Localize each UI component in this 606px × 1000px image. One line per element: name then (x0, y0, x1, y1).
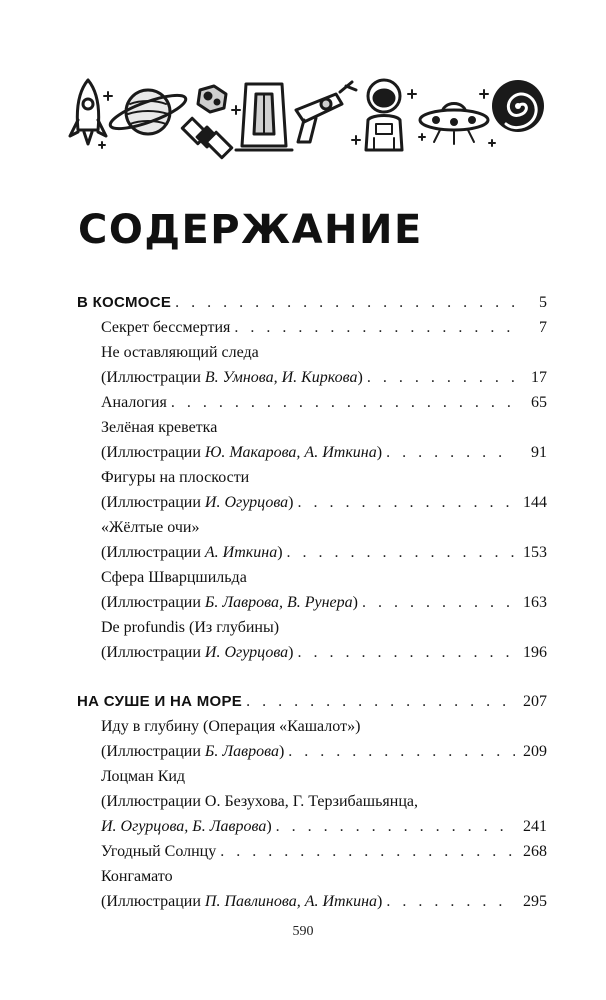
entry-last-line (101, 739, 547, 764)
entry-line: De profundis (Из глубины) (101, 619, 280, 636)
asteroid-icon (198, 86, 226, 112)
entry-line: Зелёная креветка (101, 419, 218, 436)
entry-text: (Иллюстрации (101, 369, 205, 386)
toc-section (77, 290, 547, 665)
entry-title (101, 490, 294, 515)
entry-last-line (101, 640, 547, 665)
entry-last-line (101, 440, 547, 465)
leader-dots (276, 814, 515, 839)
closing-paren: ) (266, 818, 272, 835)
entry-line: Сфера Шварцшильда (101, 569, 247, 586)
leader-dots (288, 739, 515, 764)
space-icons-strip (60, 70, 550, 160)
toc-entry[interactable] (101, 315, 547, 340)
section-title: НА СУШЕ И НА МОРЕ (77, 693, 243, 710)
entry-title (101, 814, 272, 839)
astronaut-icon (366, 80, 402, 150)
entry-page-number: 144 (523, 494, 547, 511)
ray-gun-icon (296, 82, 356, 142)
entry-line: Конгамато (101, 868, 173, 885)
toc-entry[interactable] (101, 465, 547, 515)
ufo-icon (420, 104, 488, 145)
entry-title (101, 739, 284, 764)
section-page-number: 207 (523, 693, 547, 710)
toc-entry[interactable] (101, 615, 547, 665)
entry-text: Аналогия (101, 394, 167, 411)
entry-text: (Иллюстрации (101, 644, 205, 661)
entry-text: (Иллюстрации (101, 893, 205, 910)
illustrator-names: И. Огурцова (204, 644, 289, 661)
toc-entry[interactable] (101, 340, 547, 390)
entry-page-number: 163 (523, 594, 547, 611)
entry-title (101, 365, 363, 390)
entry-text: (Иллюстрации (101, 743, 205, 760)
entry-line: Фигуры на плоскости (101, 469, 250, 486)
entry-line: Иду в глубину (Операция «Кашалот») (101, 718, 361, 735)
leader-dots (246, 689, 515, 714)
illustrator-names: Ю. Макарова, А. Иткина (204, 444, 377, 461)
leader-dots (287, 540, 515, 565)
toc-entry[interactable] (101, 714, 547, 764)
entry-title (101, 889, 382, 914)
leader-dots (298, 490, 516, 515)
leader-dots (362, 590, 515, 615)
table-of-contents (77, 290, 547, 914)
entry-title (101, 440, 382, 465)
entry-page-number: 196 (523, 644, 547, 661)
illustrator-names: Б. Лаврова, В. Рунера (204, 594, 353, 611)
entry-line: «Жёлтые очи» (101, 519, 200, 536)
closing-paren: ) (357, 369, 363, 386)
section-page-number: 5 (539, 294, 547, 311)
page-number: 590 (292, 924, 314, 939)
leader-dots (171, 390, 515, 415)
leader-dots (234, 315, 515, 340)
leader-dots (298, 640, 516, 665)
toc-section-heading[interactable] (77, 689, 547, 714)
leader-dots (386, 889, 515, 914)
entry-title (101, 540, 283, 565)
entry-page-number: 17 (531, 369, 547, 386)
toc-section (77, 689, 547, 914)
leader-dots (175, 290, 515, 315)
toc-section-heading[interactable] (77, 290, 547, 315)
toc-entry[interactable] (101, 515, 547, 565)
closing-paren: ) (376, 444, 383, 461)
illustrator-names: И. Огурцова, Б. Лаврова (101, 818, 267, 835)
entry-last-line (101, 814, 547, 839)
entry-text: Секрет бессмертия (101, 319, 231, 336)
entry-text: (Иллюстрации (101, 444, 205, 461)
entry-title (101, 640, 294, 665)
entry-page-number: 295 (523, 893, 547, 910)
toc-entry[interactable] (101, 565, 547, 615)
closing-paren: ) (352, 594, 358, 611)
leader-dots (386, 440, 515, 465)
page-title: СОДЕРЖАНИЕ (78, 207, 423, 253)
entry-line: Не оставляющий следа (101, 344, 259, 361)
entry-title (101, 839, 216, 864)
entry-last-line (101, 490, 547, 515)
entry-title (101, 590, 358, 615)
entry-text: Угодный Солнцу (101, 843, 217, 860)
toc-entry[interactable] (101, 764, 547, 839)
section-title: В КОСМОСЕ (77, 294, 172, 311)
illustrator-names: В. Умнова, И. Киркова (204, 369, 358, 386)
illustrator-names: Б. Лаврова (204, 743, 279, 760)
lander-icon (236, 84, 292, 150)
entry-page-number: 91 (531, 444, 547, 461)
entry-text: (Иллюстрации (101, 494, 205, 511)
illustrator-names: А. Иткина (204, 544, 278, 561)
entry-page-number: 153 (523, 544, 547, 561)
entry-page-number: 268 (523, 843, 547, 860)
entry-text: (Иллюстрации (101, 594, 205, 611)
entry-page-number: 7 (539, 319, 547, 336)
entry-last-line (101, 590, 547, 615)
closing-paren: ) (288, 644, 294, 661)
closing-paren: ) (278, 743, 285, 760)
illustrator-names: И. Огурцова (204, 494, 289, 511)
entry-last-line (101, 540, 547, 565)
entry-page-number: 209 (523, 743, 547, 760)
leader-dots (367, 365, 515, 390)
entry-line: (Иллюстрации О. Безухова, Г. Терзибашьянца, (101, 793, 418, 810)
toc-entry[interactable] (101, 415, 547, 465)
satellite-icon (182, 118, 231, 157)
rocket-icon (70, 80, 106, 144)
galaxy-icon (492, 80, 544, 132)
entry-page-number: 241 (523, 818, 547, 835)
ringed-planet-icon (107, 89, 189, 135)
entry-text: (Иллюстрации (101, 544, 205, 561)
toc-entry[interactable] (101, 839, 547, 864)
closing-paren: ) (277, 544, 283, 561)
entry-page-number: 65 (531, 394, 547, 411)
entry-line: Лоцман Кид (101, 768, 186, 785)
leader-dots (220, 839, 515, 864)
entry-last-line (101, 315, 547, 340)
entry-title (101, 390, 167, 415)
closing-paren: ) (377, 893, 383, 910)
closing-paren: ) (288, 494, 294, 511)
toc-entry[interactable] (101, 390, 547, 415)
entry-title (101, 315, 230, 340)
entry-last-line (101, 365, 547, 390)
entry-last-line (101, 889, 547, 914)
illustrator-names: П. Павлинова, А. Иткина (204, 893, 377, 910)
entry-last-line (101, 839, 547, 864)
entry-last-line (101, 390, 547, 415)
toc-entry[interactable] (101, 864, 547, 914)
